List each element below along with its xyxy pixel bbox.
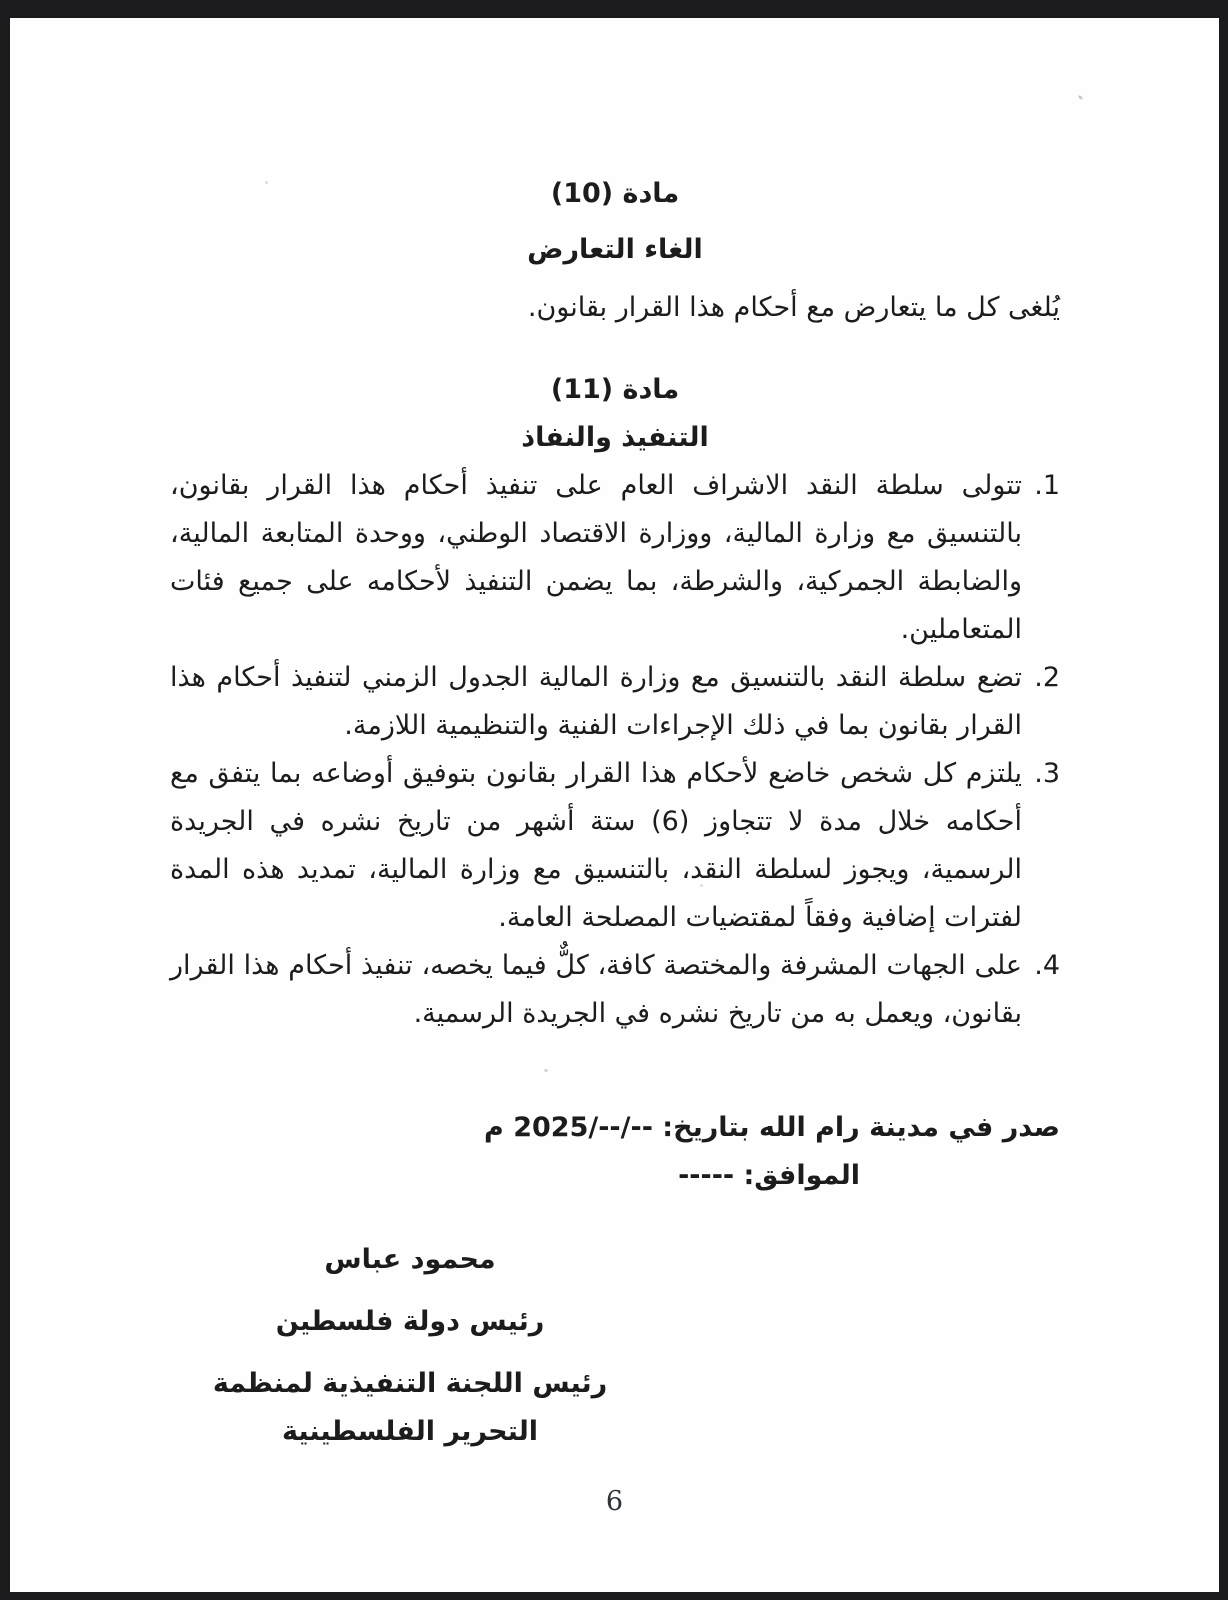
article-11-clauses xyxy=(170,462,1060,1038)
scan-edge-top xyxy=(0,0,1228,18)
scan-edge-left xyxy=(0,0,10,1600)
signatory-name: محمود عباس xyxy=(324,1244,496,1275)
clause-2 xyxy=(170,654,1060,750)
issuance-block xyxy=(170,1104,1060,1200)
scan-edge-right xyxy=(1219,0,1228,1600)
signatory-title-president: رئيس دولة فلسطين xyxy=(275,1306,545,1337)
page-number: 6 xyxy=(605,1486,624,1517)
clause-3-text: يلتزم كل شخص خاضع لأحكام هذا القرار بقانون بتوفيق أوضاعه بما يتفق مع أحكامه خلال مدة لا تتجاوز (6) ستة أشهر من تاريخ نشره في الجريدة الرسمية، ويجوز لسلطة النقد، بالتنسيق مع وزارة المالية، تمديد هذه المدة لفترات إضافية وفقاً لمقتضيات المصلحة العامة. xyxy=(170,758,1022,933)
clause-1-text: تتولى سلطة النقد الاشراف العام على تنفيذ أحكام هذا القرار بقانون، بالتنسيق مع وزارة المالية، ووزارة الاقتصاد الوطني، ووحدة المتابعة المالية، والضابطة الجمركية، والشرطة، بما يضمن التنفيذ لأحكامه على جميع فئات المتعاملين. xyxy=(170,470,1022,645)
clause-4 xyxy=(170,942,1060,1038)
issuance-date-line: صدر في مدينة رام الله بتاريخ: --/--/2025 م xyxy=(484,1112,1060,1143)
article-11-subtitle: التنفيذ والنفاذ xyxy=(521,422,709,453)
article-10-heading: مادة (10) xyxy=(550,178,680,209)
document-content xyxy=(170,170,1060,1470)
clause-4-number: 4. xyxy=(1034,950,1060,981)
clause-3-number: 3. xyxy=(1034,758,1060,789)
clause-1 xyxy=(170,462,1060,654)
issuance-corresponding-line: الموافق: ----- xyxy=(678,1160,860,1191)
scan-speck xyxy=(1078,95,1084,101)
document-page xyxy=(10,18,1219,1592)
scan-speck xyxy=(265,181,268,184)
article-10-subtitle: الغاء التعارض xyxy=(527,234,703,265)
clause-2-number: 2. xyxy=(1034,662,1060,693)
article-11-heading: مادة (11) xyxy=(550,374,680,405)
clause-1-number: 1. xyxy=(1034,470,1060,501)
scan-speck xyxy=(700,884,703,887)
scan-edge-bottom xyxy=(0,1592,1228,1600)
article-10-body: يُلغى كل ما يتعارض مع أحكام هذا القرار بقانون. xyxy=(527,292,1060,323)
clause-3 xyxy=(170,750,1060,942)
signature-block xyxy=(170,1236,650,1456)
signatory-title-plo-chairman: رئيس اللجنة التنفيذية لمنظمة التحرير الفلسطينية xyxy=(212,1368,608,1447)
clause-4-text: على الجهات المشرفة والمختصة كافة، كلٌّ فيما يخصه، تنفيذ أحكام هذا القرار بقانون، ويعمل به من تاريخ نشره في الجريدة الرسمية. xyxy=(170,950,1022,1029)
clause-2-text: تضع سلطة النقد بالتنسيق مع وزارة المالية الجدول الزمني لتنفيذ أحكام هذا القرار بقانون بما في ذلك الإجراءات الفنية والتنظيمية اللازمة. xyxy=(170,662,1022,741)
scan-speck xyxy=(544,1069,548,1072)
